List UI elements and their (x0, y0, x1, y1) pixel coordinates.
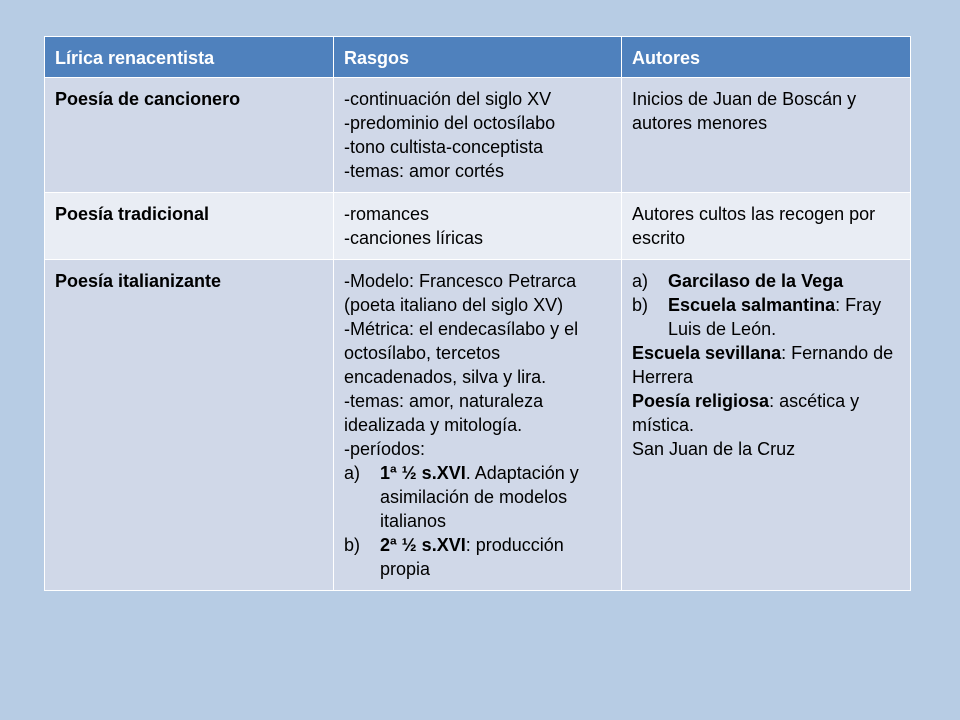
sevillana-line (632, 341, 902, 389)
list-item (632, 269, 902, 293)
list-marker: b) (344, 535, 361, 555)
table-row (45, 260, 911, 591)
authors-cell: Inicios de Juan de Boscán y autores menores (622, 78, 911, 193)
trait-line: -continuación del siglo XV (344, 89, 552, 109)
trait-line: -canciones líricas (344, 228, 484, 248)
author-line: San Juan de la Cruz (632, 439, 796, 459)
trait-line: -romances (344, 204, 430, 224)
traits-cell (334, 260, 622, 591)
header-lirica: Lírica renacentista (45, 37, 334, 78)
school-text: : Fernando de Herrera (632, 343, 894, 387)
list-marker: a) (344, 463, 361, 483)
authors-cell: Autores cultos las recogen por escrito (622, 193, 911, 260)
list-item (344, 461, 613, 533)
trait-line: -tono cultista-conceptista (344, 137, 544, 157)
genre-cell: Poesía italianizante (45, 260, 334, 591)
trait-metric: -Métrica: el endecasílabo y el octosílabo, tercetos encadenados, silva y lira. (344, 319, 579, 387)
trait-themes: -temas: amor, naturaleza idealizada y mitología. (344, 391, 544, 435)
genre-cell: Poesía de cancionero (45, 78, 334, 193)
period-text: : producción propia (380, 535, 564, 579)
table-row (45, 78, 911, 193)
period-text: . Adaptación y asimilación de modelos italianos (380, 463, 579, 531)
traits-cell (334, 78, 622, 193)
authors-cell (622, 260, 911, 591)
table-row (45, 193, 911, 260)
trait-line: -predominio del octosílabo (344, 113, 556, 133)
list-item (632, 293, 902, 341)
school-text: : ascética y mística. (632, 391, 860, 435)
school-name: Escuela salmantina (668, 295, 836, 315)
school-name: Escuela sevillana (632, 343, 782, 363)
header-rasgos: Rasgos (334, 37, 622, 78)
period-name: 2ª ½ s.XVI (380, 535, 466, 555)
religiosa-line (632, 389, 902, 437)
list-marker: b) (632, 295, 649, 315)
trait-model: -Modelo: Francesco Petrarca (poeta italiano del siglo XV) (344, 271, 577, 315)
header-row (45, 37, 911, 78)
list-item (344, 533, 613, 581)
school-name: Poesía religiosa (632, 391, 770, 411)
genre-cell: Poesía tradicional (45, 193, 334, 260)
school-text: : Fray Luis de León. (668, 295, 882, 339)
list-marker: a) (632, 271, 649, 291)
header-autores: Autores (622, 37, 911, 78)
author-name: Garcilaso de la Vega (668, 271, 844, 291)
trait-line: -temas: amor cortés (344, 161, 505, 181)
literature-table (44, 36, 911, 591)
period-name: 1ª ½ s.XVI (380, 463, 466, 483)
traits-cell (334, 193, 622, 260)
trait-periods-label: -períodos: (344, 439, 426, 459)
